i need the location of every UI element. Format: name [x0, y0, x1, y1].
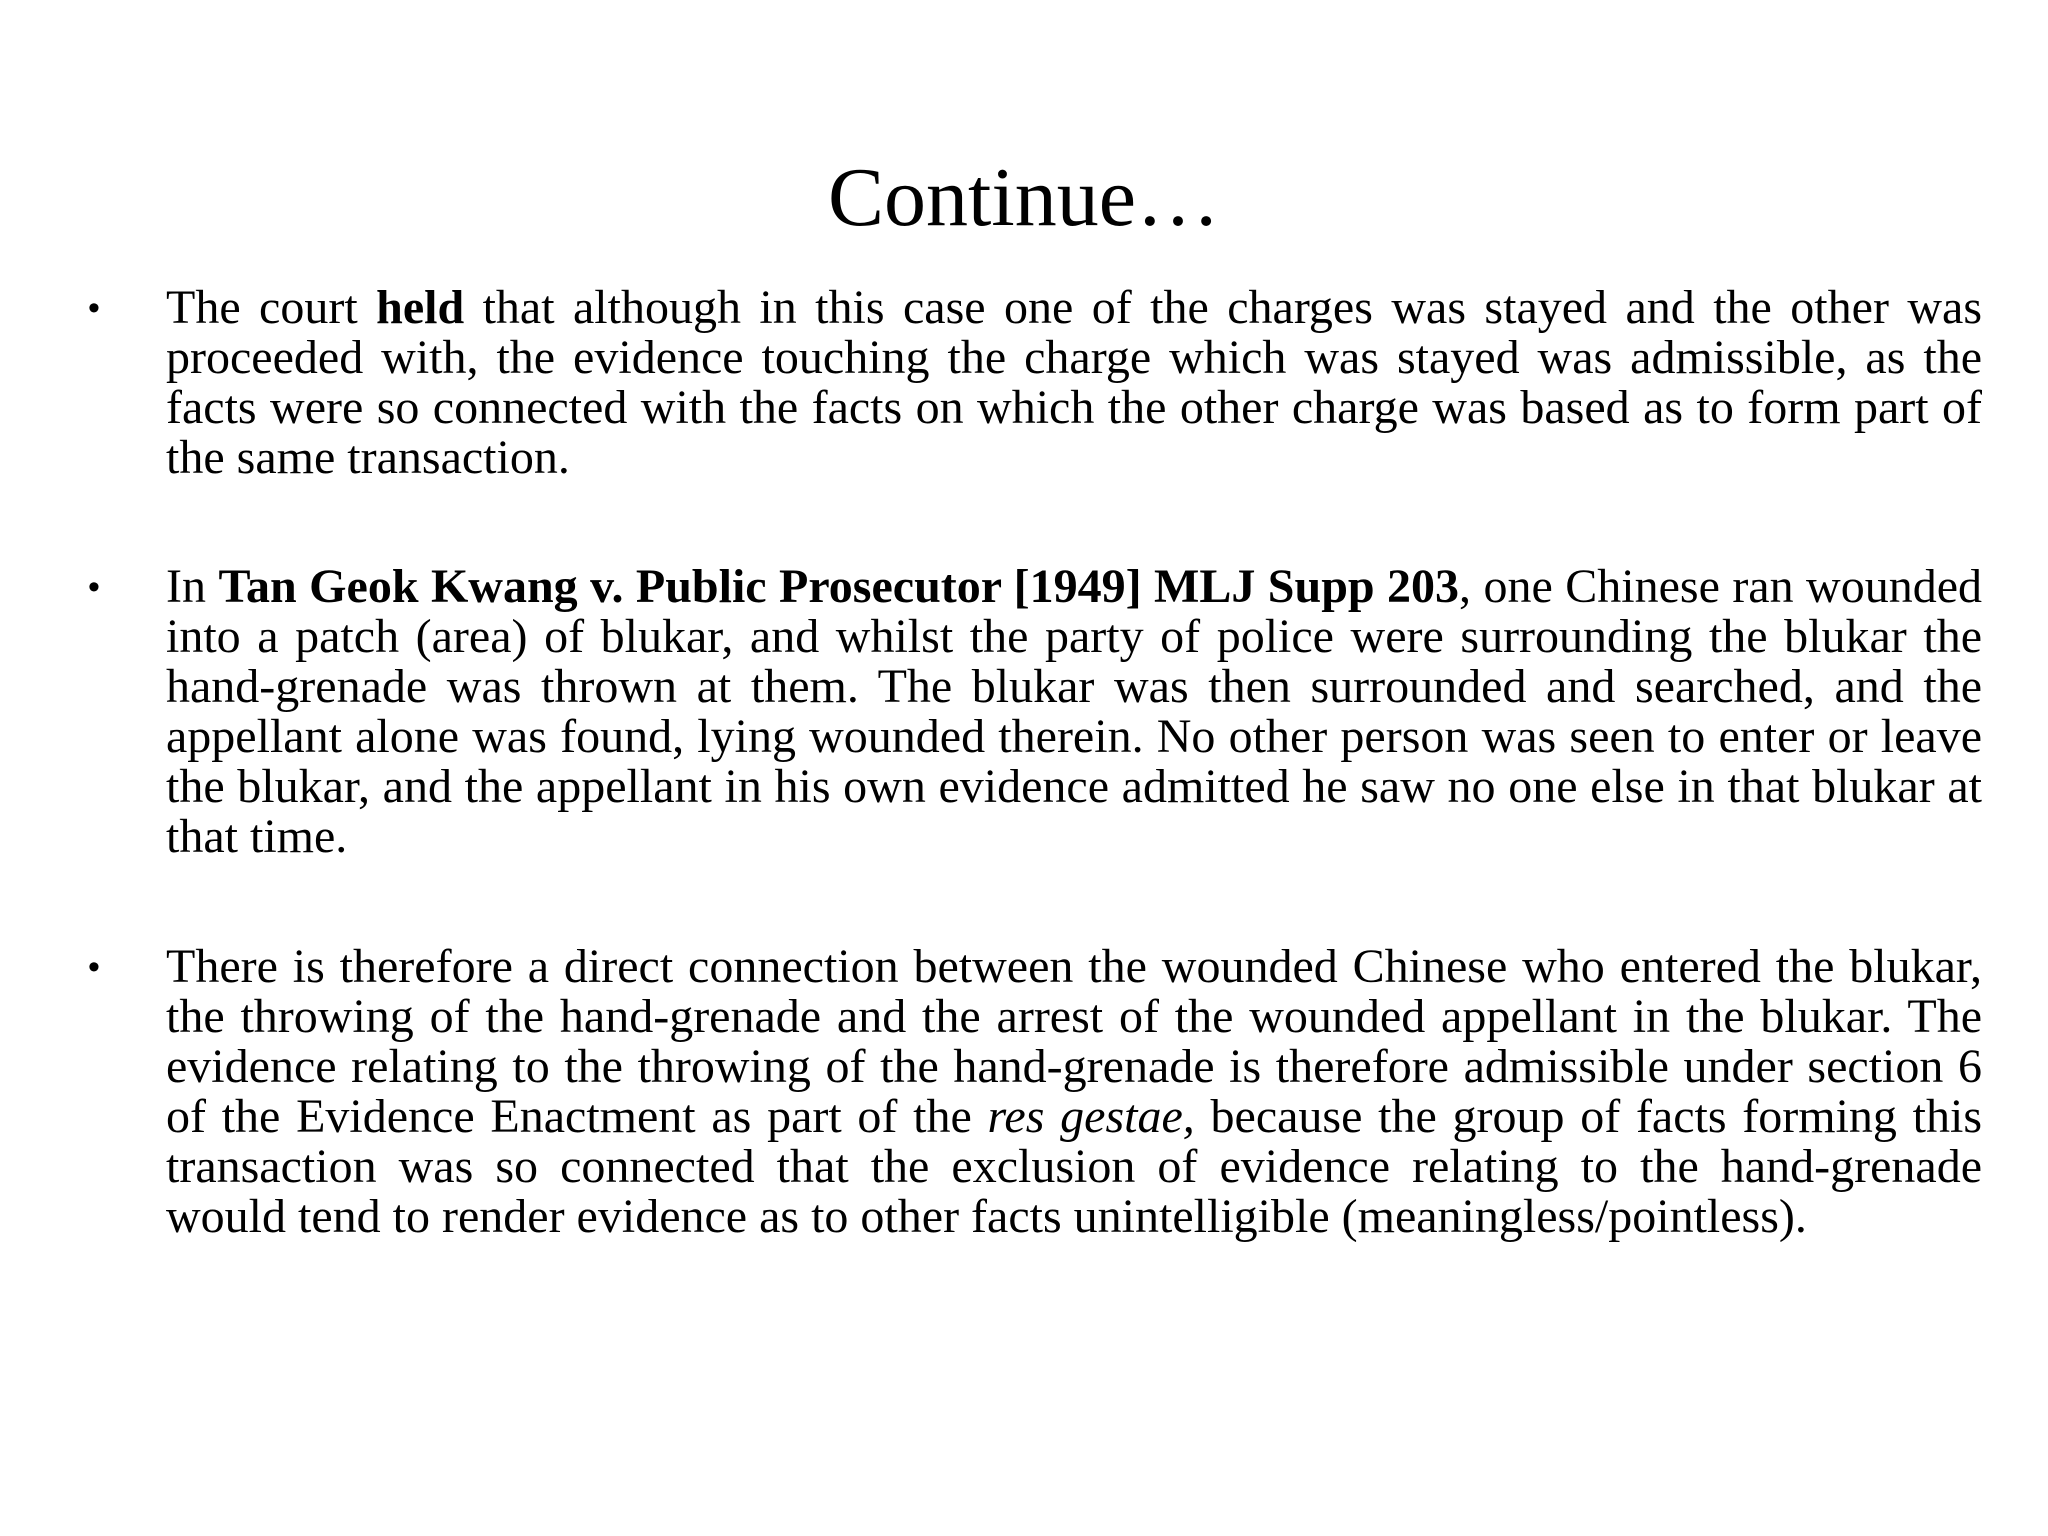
case-citation: Tan Geok Kwang v. Public Prosecutor [1949] MLJ Supp 203: [218, 560, 1460, 613]
slide-title: Continue…: [828, 151, 1220, 244]
text-run: The court: [166, 281, 377, 334]
bullet-item-held: [88, 281, 1983, 484]
text-run: because the group of facts forming this transaction was so connected that the exclusion of evidence relating to the hand-grenade would tend to render evidence as to other facts unintelligible (meaningless/pointless).: [166, 1090, 1983, 1243]
text-run-bold: held: [376, 281, 465, 334]
text-run-italic: res gestae,: [987, 1090, 1195, 1143]
bullet-icon: •: [88, 568, 100, 606]
text-run: In: [166, 560, 219, 613]
bullet-text: [166, 283, 1982, 483]
bullet-icon: •: [88, 289, 100, 327]
text-run: , one Chinese ran wounded into a patch (area) of blukar, and whilst the party of police were surrounding the blukar the hand-grenade was thrown at them. The blukar was then surrounded and searched, and the appellant alone was found, lying wounded therein. No other person was seen to enter or leave the blukar, and the appellant in his own evidence admitted he saw no one else in that blukar at that time.: [166, 560, 1983, 863]
bullet-text: [166, 942, 1982, 1242]
bullet-icon: •: [88, 948, 100, 986]
bullet-text: [166, 562, 1982, 862]
text-run: There is therefore a direct connection between the wounded Chinese who entered the blukar, the throwing of the hand-grenade and the arrest of the wounded appellant in the blukar. The evidence relating to the throwing of the hand-grenade is therefore admissible under section 6 of the Evidence Enactment as part of the: [166, 940, 1982, 1143]
bullet-item-connection: [88, 940, 1983, 1243]
bullet-item-case: [88, 560, 1983, 863]
text-run: that although in this case one of the charges was stayed and the other was proceeded with, the evidence touching the charge which was stayed was admissible, as the facts were so connected with the facts on which the other charge was based as to form part of the same transaction.: [166, 281, 1983, 484]
